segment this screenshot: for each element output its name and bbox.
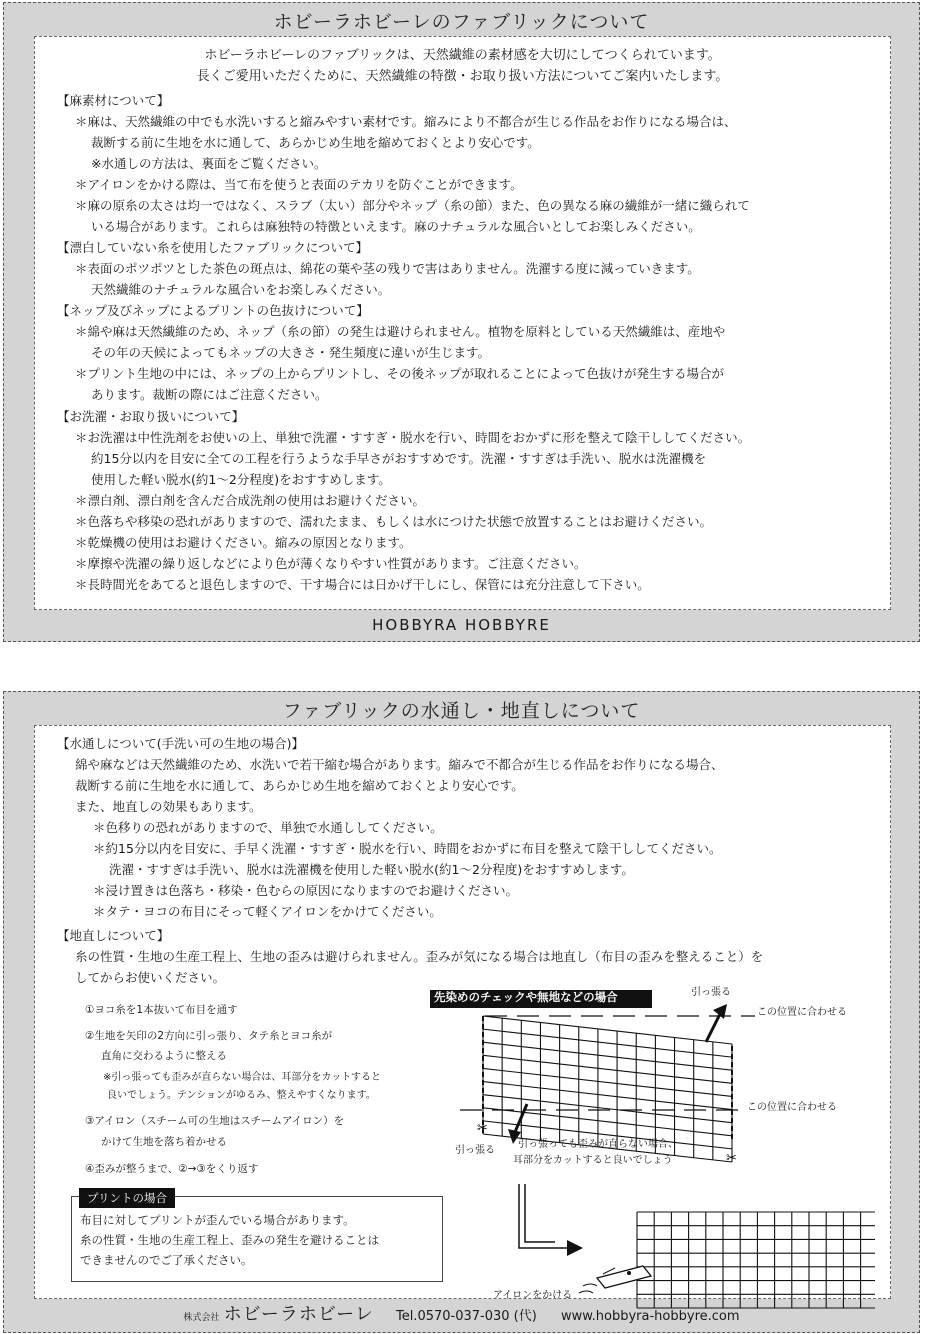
grid-line — [483, 1082, 732, 1110]
step-note: ※引っ張っても歪みが直らない場合は、耳部分をカットすると — [103, 1072, 381, 1083]
text-line: ＊タテ・ヨコの布目にそって軽くアイロンをかけてください。 — [93, 904, 442, 919]
align-label: この位置に合わせる — [757, 1007, 847, 1018]
text-line: ＊約15分以内を目安に、手早く洗濯・すすぎ・脱水を行い、時間をおかずに布目を整えて陰干ししてください。 — [93, 841, 722, 856]
company-prefix: 株式会社 — [183, 1313, 220, 1323]
text-line: 天然繊維のナチュラルな風合いをお楽しみください。 — [91, 282, 391, 297]
text-line: ＊色落ちや移染の恐れがありますので、濡れたまま、もしくは水につけた状態で放置することはお避けください。 — [75, 514, 713, 529]
text-line: ＊漂白剤、漂白剤を含んだ合成洗剤の使用はお避けください。 — [75, 493, 426, 508]
section-heading: 【水通しについて(手洗い可の生地の場合)】 — [57, 736, 305, 751]
fabric-info-card — [3, 2, 920, 642]
card-title: ファブリックの水通し・地直しについて — [282, 700, 641, 722]
text-line: また、地直しの効果もあります。 — [75, 799, 262, 814]
text-line: ＊浸け置きは色落ち・移染・色むらの原因になりますのでお避けください。 — [93, 883, 519, 898]
text-line: ＊乾燥機の使用はお避けください。縮みの原因となります。 — [75, 535, 412, 550]
text-line: ＊綿や麻は天然繊維のため、ネップ（糸の節）の発生は避けられません。植物を原料としている天然繊維は、産地や — [75, 324, 726, 339]
grid-line — [483, 1029, 732, 1057]
section-heading: 【麻素材について】 — [57, 93, 170, 108]
cut-note: 耳部分をカットすると良いでしょう — [513, 1155, 673, 1166]
grid-line — [483, 1055, 732, 1083]
washing-guide-body — [34, 725, 891, 1299]
text-line: ＊アイロンをかける際は、当て布を使うと表面のテカリを防ぐことができます。 — [75, 177, 523, 192]
text-line: 洗濯・すすぎは手洗い、脱水は洗濯機を使用した軽い脱水(約1～2分程度)をおすすめします。 — [109, 862, 634, 877]
scissors-icon: ✂ — [726, 1151, 737, 1166]
text-line: 裁断する前に生地を水に通して、あらかじめ生地を縮めておくとより安心です。 — [91, 135, 540, 150]
text-line: その年の天候によってもネップの大きさ・発生頻度に違いが生じます。 — [91, 345, 491, 360]
text-line: いる場合があります。これらは麻独特の特徴といえます。麻のナチュラルな風合いとしてお楽しみください。 — [91, 219, 701, 234]
text-line: ＊色移りの恐れがありますので、単独で水通ししてください。 — [93, 820, 443, 835]
step-line: ③アイロン（スチーム可の生地はスチームアイロン）を — [85, 1115, 345, 1127]
company-url: www.hobbyra-hobbyre.com — [560, 1309, 740, 1324]
step-line: 直角に交わるように整える — [101, 1050, 227, 1062]
print-case-box — [71, 1196, 443, 1282]
text-line: 綿や麻などは天然繊維のため、水洗いで若干縮む場合があります。縮みで不都合が生じる作品をお作りになる場合、 — [75, 757, 724, 772]
company-name: ホビーラホビーレ — [223, 1304, 374, 1325]
scissors-icon: ✂ — [477, 1121, 488, 1136]
pull-label: 引っ張る — [691, 987, 731, 998]
step-note: 良いでしょう。テンションがゆるみ、整えやすくなります。 — [107, 1090, 376, 1101]
company-tel: Tel.0570-037-030 (代) — [395, 1309, 537, 1324]
print-case-line: できませんのでご了承ください。 — [80, 1253, 253, 1267]
print-case-tag: プリントの場合 — [79, 1188, 175, 1208]
step-line: ②生地を矢印の2方向に引っ張り、タテ糸とヨコ糸が — [85, 1030, 333, 1042]
straightened-fabric-grid — [637, 1212, 875, 1308]
arrow-right-icon — [567, 1240, 583, 1256]
iron-icon — [579, 1266, 651, 1293]
text-line: ※水通しの方法は、裏面をご覧ください。 — [91, 156, 327, 171]
brand-name: HOBBYRA HOBBYRE — [372, 616, 551, 634]
intro-line: ホビーラホビーレのファブリックは、天然繊維の素材感を大切にしてつくられています。 — [204, 48, 721, 63]
text-line: 使用した軽い脱水(約1～2分程度)をおすすめします。 — [91, 472, 391, 487]
grid-line — [483, 1016, 732, 1044]
washing-guide-card — [3, 691, 920, 1333]
text-line: ＊長時間光をあてると退色しますので、干す場合には日かげ干しにし、保管には充分注意して下さい。 — [75, 577, 650, 592]
print-case-line: 布目に対してプリントが歪んでいる場合があります。 — [80, 1213, 355, 1227]
iron-label: アイロンをかける — [493, 1290, 573, 1301]
section-heading: 【漂白していない糸を使用したファブリックについて】 — [57, 240, 369, 255]
pull-arrow-top — [706, 1014, 720, 1042]
text-line: ＊プリント生地の中には、ネップの上からプリントし、その後ネップが取れることによって色抜けが発生する場合が — [75, 366, 725, 381]
section-heading: 【ネップ及びネップによるプリントの色抜けについて】 — [57, 303, 369, 318]
step-line: ④歪みが整うまで、②→③をくり返す — [85, 1163, 259, 1175]
step-line: ①ヨコ糸を1本抜いて布目を通す — [85, 1004, 238, 1016]
text-line: 約15分以内を目安に全ての工程を行うような手早さがおすすめです。洗濯・すすぎは手洗い、脱水は洗濯機を — [91, 451, 707, 466]
company-footer — [4, 1300, 919, 1326]
text-line: 裁断する前に生地を水に通して、あらかじめ生地を縮めておくとより安心です。 — [75, 778, 524, 793]
right-angle-mark — [519, 1184, 567, 1248]
text-line: ＊表面のポツポツとした茶色の斑点は、綿花の葉や茎の残りで害はありません。洗濯する度に減っていきます。 — [75, 261, 700, 276]
fabric-info-body — [34, 36, 891, 610]
text-line: 糸の性質・生地の生産工程上、生地の歪みは避けられません。歪みが気になる場合は地直し（布目の歪みを整えること）を — [75, 949, 764, 964]
grid-line — [483, 1042, 732, 1070]
text-line: してからお使いください。 — [75, 970, 226, 985]
align-label: この位置に合わせる — [747, 1102, 837, 1113]
card-title: ホビーラホビーレのファブリックについて — [273, 11, 650, 33]
section-heading: 【地直しについて】 — [57, 928, 170, 943]
right-angle-mark-inner — [525, 1184, 555, 1242]
diagram-label: 先染めのチェックや無地などの場合 — [434, 990, 618, 1004]
step-line: かけて生地を落ち着かせる — [101, 1136, 227, 1148]
section-heading: 【お洗濯・お取り扱いについて】 — [57, 409, 245, 424]
text-line: あります。裁断の際にはご注意ください。 — [91, 387, 328, 402]
text-line: ＊摩擦や洗濯の繰り返しなどにより色が薄くなりやすい性質があります。ご注意ください。 — [75, 556, 587, 571]
print-case-line: 糸の性質・生地の生産工程上、歪みの発生を避けることは — [80, 1233, 379, 1247]
text-line: ＊麻は、天然繊維の中でも水洗いすると縮みやすい素材です。縮みにより不都合が生じる作品をお作りになる場合は、 — [75, 114, 737, 129]
intro-line: 長くご愛用いただくために、天然繊維の特徴・お取り扱い方法についてご案内いたします。 — [196, 69, 729, 84]
text-line: ＊お洗濯は中性洗剤をお使いの上、単独で洗濯・すすぎ・脱水を行い、時間をおかずに形を整えて陰干ししてください。 — [75, 430, 751, 445]
pull-label: 引っ張る — [455, 1145, 495, 1156]
grid-line — [483, 1068, 732, 1096]
text-line: ＊麻の原糸の太さは均一ではなく、スラブ（太い）部分やネップ（糸の節）また、色の異なる麻の繊維が一緒に織られて — [75, 198, 750, 213]
cut-note: 引っ張っても歪みが直らない場合、 — [518, 1139, 678, 1150]
